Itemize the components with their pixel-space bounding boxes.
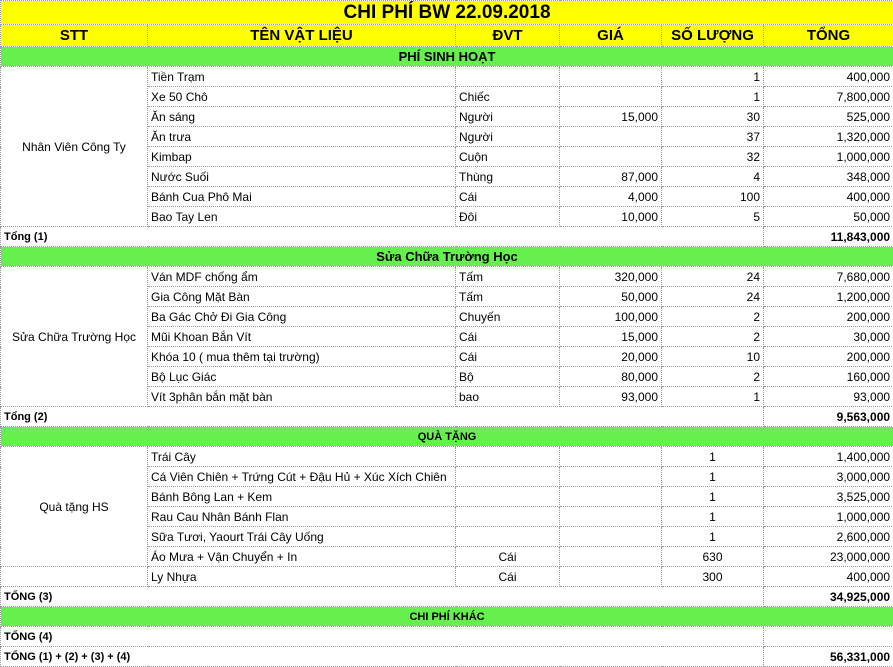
subtotal-label: Tổng (1) <box>1 227 764 247</box>
item-quantity: 24 <box>662 267 764 287</box>
item-unit: Cuộn <box>456 147 560 167</box>
item-name: Sữa Tươi, Yaourt Trái Cây Uống <box>148 527 456 547</box>
item-price: 50,000 <box>560 287 662 307</box>
item-unit <box>456 527 560 547</box>
item-unit <box>456 467 560 487</box>
grand-total-row <box>1 647 893 667</box>
header-quantity: SỐ LƯỢNG <box>662 25 764 47</box>
item-price <box>560 547 662 567</box>
section-heading-row <box>1 607 893 627</box>
item-total: 200,000 <box>764 307 893 327</box>
item-name: Mũi Khoan Bắn Vít <box>148 327 456 347</box>
item-quantity: 1 <box>662 387 764 407</box>
item-price: 87,000 <box>560 167 662 187</box>
item-unit: Chiếc <box>456 87 560 107</box>
item-total: 3,000,000 <box>764 467 893 487</box>
subtotal-value: 11,843,000 <box>764 227 893 247</box>
header-material-name: TÊN VẬT LIỆU <box>148 25 456 47</box>
group-label: Quà tặng HS <box>1 447 148 567</box>
item-unit: Người <box>456 107 560 127</box>
item-quantity: 1 <box>662 487 764 507</box>
item-name: Ly Nhựa <box>148 567 456 587</box>
item-total: 7,800,000 <box>764 87 893 107</box>
item-price: 15,000 <box>560 327 662 347</box>
section-heading-row <box>1 247 893 267</box>
item-price: 80,000 <box>560 367 662 387</box>
item-quantity: 1 <box>662 447 764 467</box>
item-price <box>560 447 662 467</box>
group-empty-cell <box>1 567 148 587</box>
subtotal-label: TỔNG (3) <box>1 587 764 607</box>
section-heading-row <box>1 47 893 67</box>
item-quantity: 24 <box>662 287 764 307</box>
item-name: Ván MDF chống ẩm <box>148 267 456 287</box>
subtotal-row <box>1 227 893 247</box>
item-price <box>560 87 662 107</box>
item-name: Bánh Bông Lan + Kem <box>148 487 456 507</box>
item-unit: Cái <box>456 347 560 367</box>
header-row <box>1 25 893 47</box>
item-name: Vít 3phân bắn mặt bàn <box>148 387 456 407</box>
item-price: 320,000 <box>560 267 662 287</box>
item-total: 93,000 <box>764 387 893 407</box>
item-price <box>560 567 662 587</box>
item-quantity: 4 <box>662 167 764 187</box>
item-total: 1,000,000 <box>764 507 893 527</box>
item-price <box>560 67 662 87</box>
section-heading: Sửa Chữa Trường Học <box>1 247 893 267</box>
item-name: Ăn trưa <box>148 127 456 147</box>
item-name: Áo Mưa + Vận Chuyển + In <box>148 547 456 567</box>
item-total: 7,680,000 <box>764 267 893 287</box>
item-quantity: 2 <box>662 327 764 347</box>
item-name: Ăn sáng <box>148 107 456 127</box>
item-price: 10,000 <box>560 207 662 227</box>
item-quantity: 300 <box>662 567 764 587</box>
table-row <box>1 567 893 587</box>
section-heading: CHI PHÍ KHÁC <box>1 607 893 627</box>
item-price <box>560 147 662 167</box>
item-unit <box>456 507 560 527</box>
item-quantity: 100 <box>662 187 764 207</box>
item-total: 525,000 <box>764 107 893 127</box>
subtotal-row <box>1 587 893 607</box>
group-label: Sửa Chữa Trường Học <box>1 267 148 407</box>
item-unit: Thùng <box>456 167 560 187</box>
item-unit: Người <box>456 127 560 147</box>
item-price <box>560 527 662 547</box>
item-total: 200,000 <box>764 347 893 367</box>
item-total: 50,000 <box>764 207 893 227</box>
section-heading-row <box>1 427 893 447</box>
item-price: 15,000 <box>560 107 662 127</box>
subtotal-row <box>1 627 893 647</box>
item-total: 1,200,000 <box>764 287 893 307</box>
item-unit: Bộ <box>456 367 560 387</box>
item-name: Nước Suối <box>148 167 456 187</box>
item-quantity: 10 <box>662 347 764 367</box>
item-quantity: 1 <box>662 507 764 527</box>
item-quantity: 630 <box>662 547 764 567</box>
subtotal-value: 9,563,000 <box>764 407 893 427</box>
item-quantity: 2 <box>662 367 764 387</box>
item-price <box>560 467 662 487</box>
item-name: Bánh Cua Phô Mai <box>148 187 456 207</box>
item-unit: Cái <box>456 187 560 207</box>
item-quantity: 1 <box>662 527 764 547</box>
item-total: 1,400,000 <box>764 447 893 467</box>
subtotal-label: Tổng (2) <box>1 407 764 427</box>
item-price: 93,000 <box>560 387 662 407</box>
item-price <box>560 127 662 147</box>
item-price: 100,000 <box>560 307 662 327</box>
item-unit: Cái <box>456 327 560 347</box>
item-total: 30,000 <box>764 327 893 347</box>
subtotal-label: TỔNG (4) <box>1 627 764 647</box>
item-quantity: 1 <box>662 467 764 487</box>
item-price <box>560 487 662 507</box>
section-heading: PHÍ SINH HOẠT <box>1 47 893 67</box>
item-unit <box>456 447 560 467</box>
item-total: 1,000,000 <box>764 147 893 167</box>
item-name: Bộ Lục Giác <box>148 367 456 387</box>
item-name: Trái Cây <box>148 447 456 467</box>
grand-total-value: 56,331,000 <box>764 647 893 667</box>
item-total: 400,000 <box>764 567 893 587</box>
table-row <box>1 447 893 467</box>
item-quantity: 2 <box>662 307 764 327</box>
item-name: Tiền Trạm <box>148 67 456 87</box>
item-price: 4,000 <box>560 187 662 207</box>
item-unit <box>456 67 560 87</box>
header-stt: STT <box>1 25 148 47</box>
sheet-title: CHI PHÍ BW 22.09.2018 <box>1 1 893 25</box>
item-name: Ba Gác Chở Đi Gia Công <box>148 307 456 327</box>
item-total: 2,600,000 <box>764 527 893 547</box>
item-total: 23,000,000 <box>764 547 893 567</box>
item-price: 20,000 <box>560 347 662 367</box>
header-unit: ĐVT <box>456 25 560 47</box>
item-quantity: 32 <box>662 147 764 167</box>
item-unit: Cái <box>456 567 560 587</box>
item-quantity: 5 <box>662 207 764 227</box>
header-total: TỔNG <box>764 25 893 47</box>
item-unit: Đôi <box>456 207 560 227</box>
item-unit: Cái <box>456 547 560 567</box>
group-label: Nhân Viên Công Ty <box>1 67 148 227</box>
item-name: Khóa 10 ( mua thêm tại trường) <box>148 347 456 367</box>
section-heading: QUÀ TẶNG <box>1 427 893 447</box>
item-unit: Tấm <box>456 287 560 307</box>
item-quantity: 1 <box>662 67 764 87</box>
subtotal-value <box>764 627 893 647</box>
item-unit: Tấm <box>456 267 560 287</box>
item-name: Rau Cau Nhân Bánh Flan <box>148 507 456 527</box>
item-name: Xe 50 Chô <box>148 87 456 107</box>
item-name: Gia Công Mặt Bàn <box>148 287 456 307</box>
table-row <box>1 267 893 287</box>
item-quantity: 30 <box>662 107 764 127</box>
item-unit: bao <box>456 387 560 407</box>
item-quantity: 37 <box>662 127 764 147</box>
item-unit <box>456 487 560 507</box>
item-total: 348,000 <box>764 167 893 187</box>
item-price <box>560 507 662 527</box>
item-unit: Chuyến <box>456 307 560 327</box>
item-total: 400,000 <box>764 67 893 87</box>
item-total: 1,320,000 <box>764 127 893 147</box>
header-price: GIÁ <box>560 25 662 47</box>
subtotal-value: 34,925,000 <box>764 587 893 607</box>
item-quantity: 1 <box>662 87 764 107</box>
item-name: Kimbap <box>148 147 456 167</box>
item-total: 400,000 <box>764 187 893 207</box>
item-name: Cá Viên Chiên + Trứng Cút + Đậu Hủ + Xúc Xích Chiên <box>148 467 456 487</box>
grand-total-label: TỔNG (1) + (2) + (3) + (4) <box>1 647 764 667</box>
item-name: Bao Tay Len <box>148 207 456 227</box>
item-total: 3,525,000 <box>764 487 893 507</box>
subtotal-row <box>1 407 893 427</box>
item-total: 160,000 <box>764 367 893 387</box>
table-row <box>1 67 893 87</box>
